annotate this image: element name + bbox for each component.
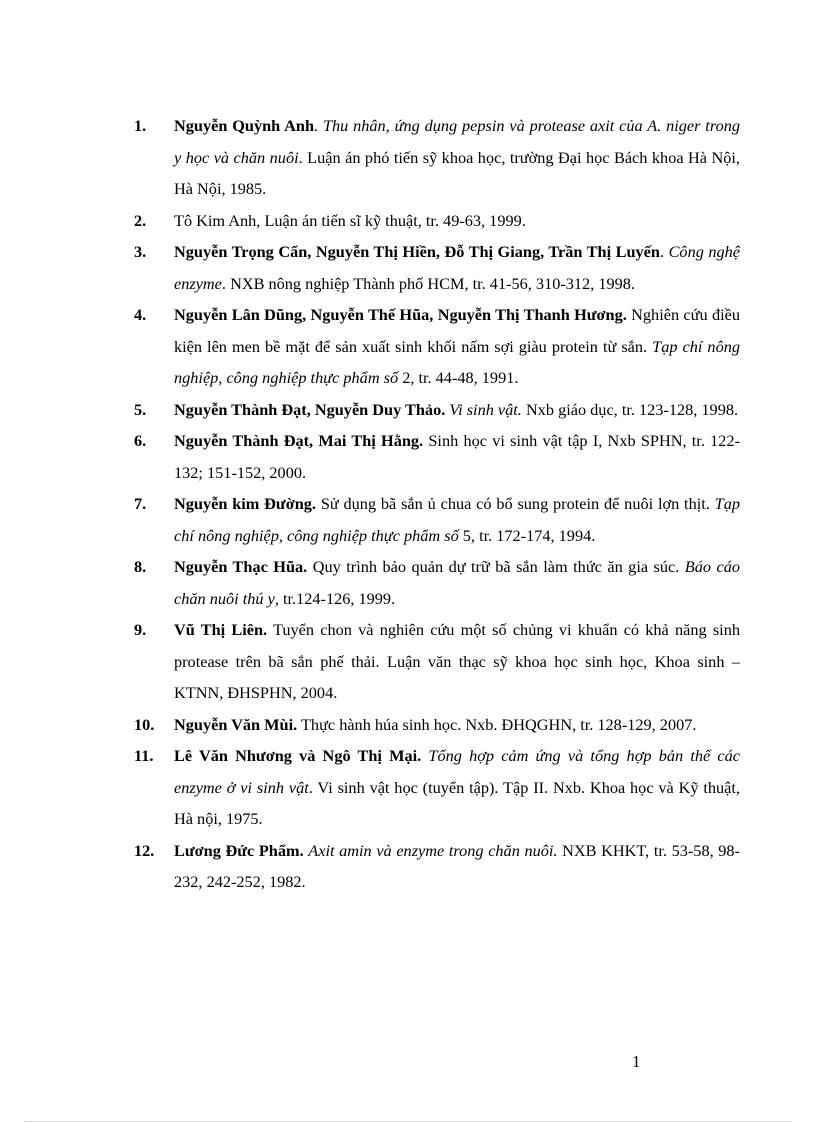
reference-details: Sinh học vi sinh vật tập I, Nxb SPHN, tr. 122-132; 151-152, 2000. xyxy=(174,431,740,482)
page-number: 1 xyxy=(632,1052,641,1071)
reference-title: Thu nhân, ứng dụng pepsin và protease axit của A. niger trong y học và chăn nuôi xyxy=(174,116,740,167)
reference-authors: Nguyễn Quỳnh Anh xyxy=(174,116,315,135)
reference-item xyxy=(134,740,740,835)
reference-number: 5. xyxy=(134,399,147,419)
reference-details: Sử dụng bã sắn ủ chua có bổ sung protein để nuôi lợn thịt. xyxy=(320,494,715,513)
reference-authors: Nguyễn Thành Đạt, Mai Thị Hằng. xyxy=(174,431,424,450)
reference-details: NXB KHKT, tr. 53-58, 98-232, 242-252, 1982. xyxy=(174,840,740,891)
reference-authors: Nguyễn kim Đường. xyxy=(174,494,316,513)
reference-authors: Nguyễn Trọng Cẩn, Nguyễn Thị Hiền, Đỗ Thị Giang, Trần Thị Luyến xyxy=(174,242,660,261)
reference-authors: Nguyễn Lân Dũng, Nguyễn Thế Hũa, Nguyễn Thị Thanh Hương. xyxy=(174,305,627,324)
reference-journal: Báo cáo chăn nuôi thú y xyxy=(174,557,741,608)
reference-item xyxy=(134,394,740,426)
reference-number: 9. xyxy=(134,620,147,639)
reference-number: 6. xyxy=(134,431,147,450)
reference-number: 2. xyxy=(134,210,147,230)
reference-number: 10. xyxy=(134,714,155,734)
reference-item xyxy=(134,614,740,709)
reference-authors: Nguyễn Thạc Hũa. xyxy=(174,557,308,576)
reference-item: 1. Nguyễn Quỳnh Anh. Thu nhân, ứng dụng pepsin và protease axit của A. niger trong y học và chăn nuôi. Luận án phó tiến sỹ khoa học, trường Đại học Bách khoa Hà Nội, Hà Nội, 1985. xyxy=(134,110,740,205)
reference-item xyxy=(134,425,740,488)
reference-number: 8. xyxy=(134,557,147,576)
footer-divider xyxy=(24,1121,792,1122)
reference-details: Thực hành húa sinh học. Nxb. ĐHQGHN, tr. 128-129, 2007. xyxy=(300,714,697,734)
reference-details: Tô Kim Anh, Luận án tiến sĩ kỹ thuật, tr. 49-63, 1999. xyxy=(174,210,526,230)
reference-details-tail: 2, tr. 44-48, 1991. xyxy=(398,368,519,387)
reference-number: 7. xyxy=(134,494,147,513)
reference-number: 1. xyxy=(134,116,147,135)
reference-item xyxy=(134,709,740,741)
reference-title: Vi sinh vật. xyxy=(449,399,522,419)
reference-number: 4. xyxy=(134,305,147,324)
reference-details: Nxb giáo dục, tr. 123-128, 1998. xyxy=(521,399,739,419)
reference-journal: Tạp chí nông nghiệp, công nghiệp thực phẩm số xyxy=(174,494,740,545)
reference-details: . NXB nông nghiệp Thành phố HCM, tr. 41-56, 310-312, 1998. xyxy=(221,273,635,293)
reference-details: . Luận án phó tiến sỹ khoa học, trường Đại học Bách khoa Hà Nội, Hà Nội, 1985. xyxy=(174,147,740,198)
reference-title: Công nghệ enzyme xyxy=(174,242,741,293)
reference-authors: Nguyễn Thành Đạt, Nguyễn Duy Thảo. xyxy=(174,399,446,419)
reference-details-tail: 5, tr. 172-174, 1994. xyxy=(458,525,596,545)
reference-item xyxy=(134,205,740,237)
reference-details: Tuyển chon và nghiên cứu một số chủng vi khuẩn có khả năng sinh protease trên bã sắn phế thải. Luận văn thạc sỹ khoa học sinh học, Khoa sinh – KTNN, ĐHSPHN, 2004. xyxy=(174,620,740,702)
reference-journal: Tạp chí nông nghiệp, công nghiệp thực phẩm số xyxy=(174,336,740,387)
reference-item xyxy=(134,835,740,898)
reference-authors: Vũ Thị Liên. xyxy=(174,620,268,639)
reference-details: Quy trình bảo quản dự trữ bã sắn làm thức ăn gia súc. xyxy=(312,557,685,576)
reference-item xyxy=(134,551,740,614)
reference-details: Nghiên cứu điều kiện lên men bề mặt để sản xuất sinh khối nấm sợi giàu protein từ sắn. xyxy=(174,305,740,356)
reference-title: Tổng hợp cảm ứng và tổng hợp bản thể các enzyme ở vi sinh vật xyxy=(174,746,740,797)
reference-list xyxy=(134,110,740,898)
reference-item xyxy=(134,299,740,394)
reference-authors: Nguyễn Văn Mùi. xyxy=(174,714,298,734)
reference-item xyxy=(134,488,740,551)
reference-authors: Lê Văn Nhương và Ngô Thị Mại. xyxy=(174,746,422,765)
reference-item: 3. Nguyễn Trọng Cẩn, Nguyễn Thị Hiền, Đỗ Thị Giang, Trần Thị Luyến. Công nghệ enzyme. NXB nông nghiệp Thành phố HCM, tr. 41-56, 310-312, 1998. xyxy=(134,236,740,299)
reference-number: 11. xyxy=(134,746,154,765)
reference-details-tail: , tr.124-126, 1999. xyxy=(274,588,396,608)
reference-authors: Lương Đức Phẩm. xyxy=(174,840,304,860)
reference-number: 12. xyxy=(134,840,155,860)
reference-title: Axit amin và enzyme trong chăn nuôi. xyxy=(308,840,558,860)
reference-number: 3. xyxy=(134,242,147,261)
reference-details: . Vi sinh vật học (tuyển tập). Tập II. Nxb. Khoa học và Kỹ thuật, Hà nội, 1975. xyxy=(174,777,740,828)
